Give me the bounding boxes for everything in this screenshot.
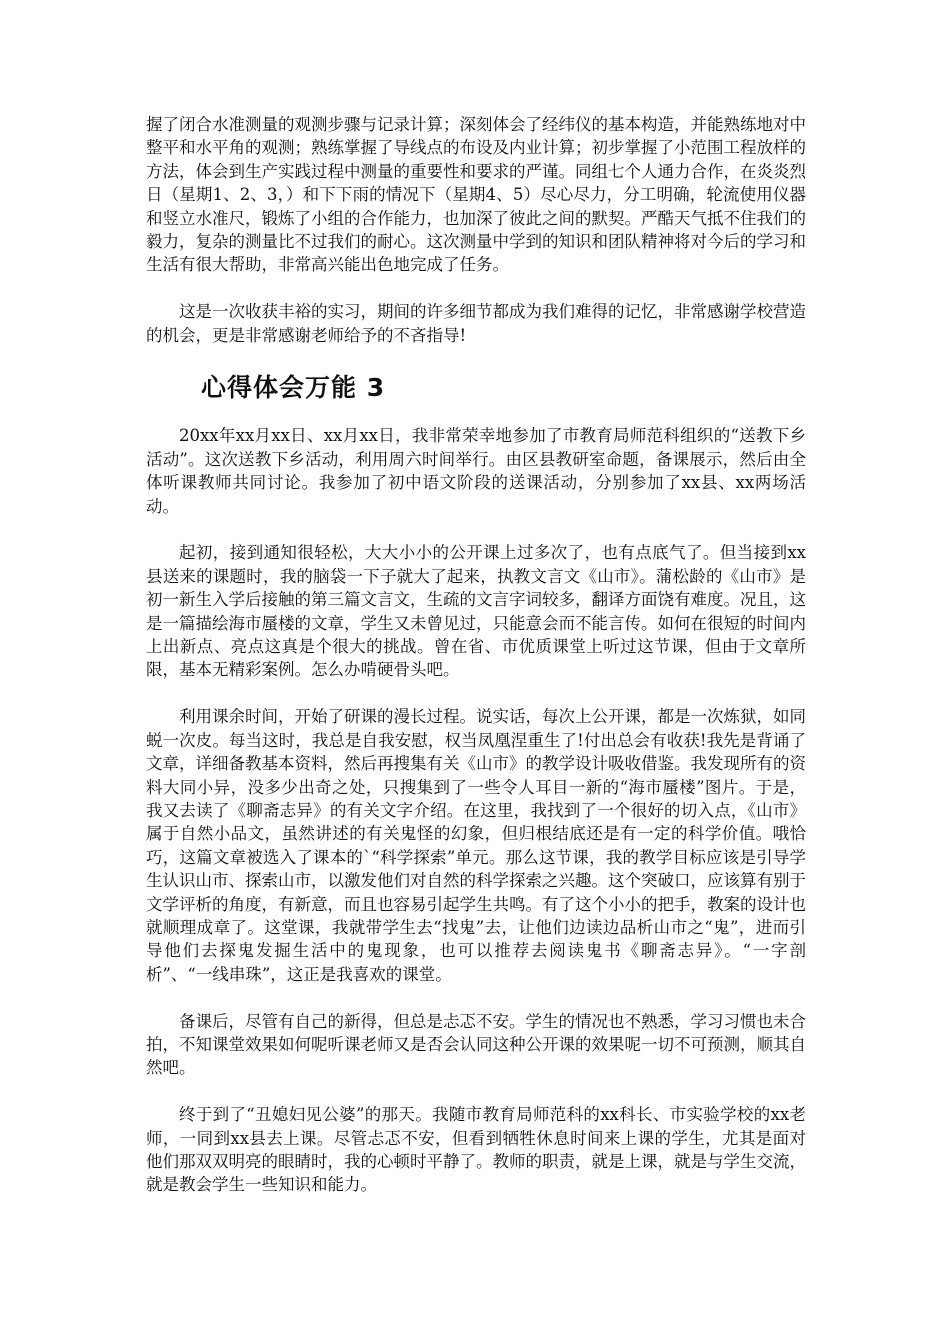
body-paragraph: 利用课余时间，开始了研课的漫长过程。说实话，每次上公开课，都是一次炼狱，如同蜕一次皮。每当这时，我总是自我安慰，权当凤凰涅重生了!付出总会有收获!我先是背诵了文章，详细备教基本资料，然后再搜集有关《山市》的教学设计吸收借鉴。我发现所有的资料大同小异，没多少出奇之处，只搜集到了一些令人耳目一新的“海市蜃楼”图片。于是，我又去读了《聊斋志异》的有关文字介绍。在这里，我找到了一个很好的切入点，《山市》属于自然小品文，虽然讲述的有关鬼怪的幻象，但归根结底还是有一定的科学价值。哦恰巧，这篇文章被选入了课本的`“科学探索”单元。那么这节课，我的教学目标应该是引导学生认识山市、探索山市，以激发他们对自然的科学探索之兴趣。这个突破口，应该算有别于文学评析的角度，有新意，而且也容易引起学生共鸣。有了这个小小的把手，教案的设计也就顺理成章了。这堂课，我就带学生去“找鬼”去，让他们边读边品析山市之“鬼”，进而引导他们去探鬼发掘生活中的鬼现象，也可以推荐去阅读鬼书《聊斋志异》。“一字剖析”、“一线串珠”，这正是我喜欢的课堂。 — [146, 707, 806, 984]
body-paragraph: 起初，接到通知很轻松，大大小小的公开课上过多次了，也有点底气了。但当接到xx县送来的课题时，我的脑袋一下子就大了起来，执教文言文《山市》。蒲松龄的《山市》是初一新生入学后接触的第三篇文言文，生疏的文言字词较多，翻译方面饶有难度。况且，这是一篇描绘海市蜃楼的文章，学生又未曾见过，只能意会而不能言传。如何在很短的时间内上出新点、亮点这真是个很大的挑战。曾在省、市优质课堂上听过这节课，但由于文章所限，基本无精彩案例。怎么办啃硬骨头吧。 — [146, 543, 806, 680]
body-paragraph: 备课后，尽管有自己的新得，但总是忐忑不安。学生的情况也不熟悉，学习习惯也未合拍，不知课堂效果如何呢听课老师又是否会认同这种公开课的效果呢一切不可预测，顺其自然吧。 — [146, 1011, 806, 1078]
document-body — [146, 113, 806, 1220]
section-heading: 心得体会万能 3 — [201, 373, 386, 403]
body-paragraph: 终于到了“丑媳妇见公婆”的那天。我随市教育局师范科的xx科长、市实验学校的xx老师，一同到xx县去上课。尽管忐忑不安，但看到牺牲休息时间来上课的学生，尤其是面对他们那双双明亮的眼睛时，我的心顿时平静了。教师的职责，就是上课，就是与学生交流，就是教会学生一些知识和能力。 — [146, 1105, 806, 1195]
body-paragraph: 握了闭合水准测量的观测步骤与记录计算；深刻体会了经纬仪的基本构造，并能熟练地对中整平和水平角的观测；熟练掌握了导线点的布设及内业计算；初步掌握了小范围工程放样的方法，体会到生产实践过程中测量的重要性和要求的严谨。同组七个人通力合作，在炎炎烈日（星期1、2、3，）和下下雨的情况下（星期4、5）尽心尽力，分工明确，轮流使用仪器和竖立水准尺，锻炼了小组的合作能力，也加深了彼此之间的默契。严酷天气抵不住我们的毅力，复杂的测量比不过我们的耐心。这次测量中学到的知识和团队精神将对今后的学习和生活有很大帮助，非常高兴能出色地完成了任务。 — [146, 115, 806, 275]
body-paragraph: 这是一次收获丰裕的实习，期间的许多细节都成为我们难得的记忆，非常感谢学校营造的机会，更是非常感谢老师给予的不吝指导! — [146, 302, 806, 345]
body-paragraph: 20xx年xx月xx日、xx月xx日，我非常荣幸地参加了市教育局师范科组织的“送教下乡活动”。这次送教下乡活动，利用周六时间举行。由区县教研室命题，备课展示，然后由全体听课教师共同讨论。我参加了初中语文阶段的送课活动，分别参加了xx县、xx两场活动。 — [146, 426, 806, 516]
